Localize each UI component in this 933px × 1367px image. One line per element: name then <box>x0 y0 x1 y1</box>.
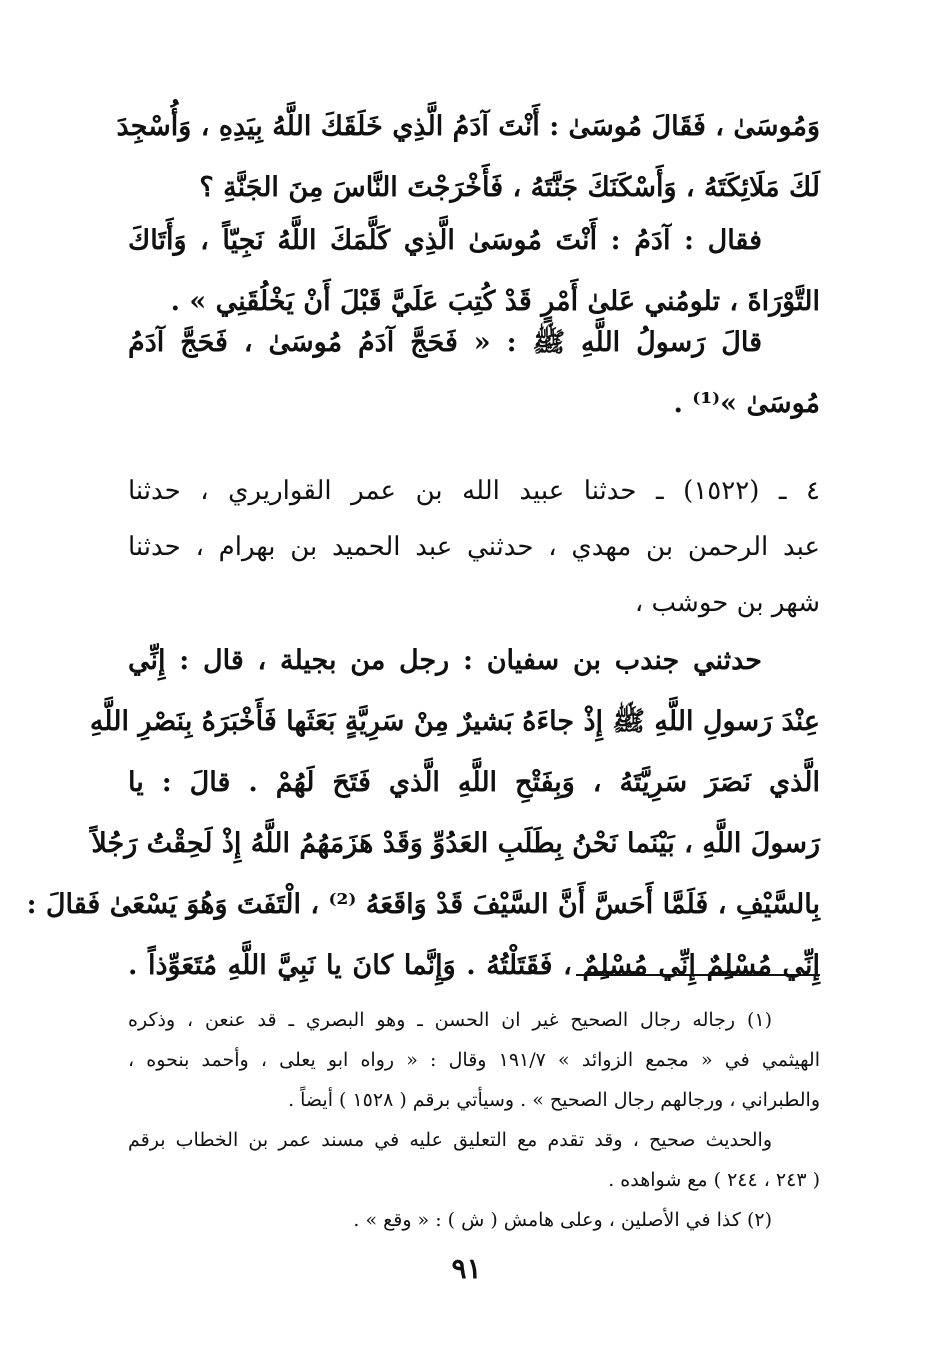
text-line: بِالسَّيْفِ ، فَلَمَّا أَحَسَّ أَنَّ السَّيْفَ قَدْ وَاقَعَهُ ⁽²⁾ ، الْتَفَتَ وَهُوَ يَسْعَىٰ فَقالَ : <box>26 889 820 920</box>
text-line: شهر بن حوشب ، <box>634 588 820 618</box>
footnote-line: والحديث صحيح ، وقد تقدم مع التعليق عليه في مسند عمر بن الخطاب برقم <box>128 1129 772 1151</box>
footnotes <box>128 1000 820 1240</box>
footnote-line: (٢) كذا في الأصلين ، وعلى هامش ( ش ) : « وقع » . <box>353 1209 772 1231</box>
text-line: فقال : آدَمُ : أَنْتَ مُوسَىٰ الَّذِي كَلَّمَكَ اللَّهُ نَجِيّاً ، وَأَتَاكَ <box>128 225 762 256</box>
text-line: قالَ رَسولُ اللَّهِ ﷺ : « فَحَجَّ آدَمُ مُوسَىٰ ، فَحَجَّ آدَمُ <box>128 327 762 358</box>
text-line: عبد الرحمن بن مهدي ، حدثني عبد الحميد بن بهرام ، حدثنا <box>128 532 820 562</box>
text-line: رَسولَ اللَّهِ ، بَيْنَما نَحْنُ بِطَلَبِ العَدُوِّ وَقَدْ هَزَمَهُمُ اللَّهُ إِذْ لَحِقْتُ رَجُلاً <box>91 828 820 859</box>
page-number: ٩١ <box>451 1252 482 1285</box>
footnote-line: ( ٢٤٣ ، ٢٤٤ ) مع شواهده . <box>608 1169 820 1191</box>
text-line: لَكَ مَلَائِكَتَهُ ، وَأَسْكَنَكَ جَنَّتَهُ ، فَأَخْرَجْتَ النَّاسَ مِنَ الجَنَّةِ ؟ <box>199 172 820 203</box>
footnote-line: والطبراني ، ورجالهم رجال الصحيح » . وسيأتي برقم ( ١٥٢٨ ) أيضاً . <box>288 1089 820 1111</box>
footnote-line: الهيثمي في « مجمع الزوائد » ١٩١/٧ وقال : « رواه ابو يعلى ، وأحمد بنحوه ، <box>128 1049 820 1071</box>
footnote-line: (١) رجاله رجال الصحيح غير ان الحسن ـ وهو البصري ـ قد عنعن ، وذكره <box>128 1009 772 1031</box>
text-line: الَّذي نَصَرَ سَرِيَّتَهُ ، وَبِفَتْحِ اللَّهِ الَّذي فَتَحَ لَهُمْ . قالَ : يا <box>128 767 820 798</box>
isnad-paragraph <box>128 463 820 631</box>
matn-paragraph <box>26 630 820 996</box>
text-line: مُوسَىٰ »⁽¹⁾ . <box>673 388 820 419</box>
text-line: التَّوْرَاةَ ، تلومُني عَلىٰ أَمْرٍ قَدْ كُتِبَ عَلَيَّ قَبْلَ أَنْ يَخْلُقَنِي » . <box>170 286 820 317</box>
text-line: ٤ ـ (١٥٢٢) ـ حدثنا عبيد الله بن عمر القواريري ، حدثنا <box>128 476 821 506</box>
text-line: عِنْدَ رَسولِ اللَّهِ ﷺ إِذْ جاءَهُ بَشيرٌ مِنْ سَرِيَّةٍ بَعَثَها فَأَخْبَرَهُ بِنَصْرِ اللَّهِ <box>89 706 820 737</box>
text-line: حدثني جندب بن سفيان : رجل من بجيلة ، قال : إِنِّي <box>128 645 762 676</box>
top-paragraph <box>116 96 820 218</box>
footnote-divider <box>576 974 820 976</box>
text-line: إِنِّي مُسْلِمٌ إِنِّي مُسْلِمٌ ، فَقَتَلْتُهُ . وَإِنَّما كانَ يا نَبِيَّ اللَّهِ مُتَعَوِّذاً . <box>128 950 820 981</box>
prophet-verdict-paragraph <box>128 312 820 434</box>
text-line: وَمُوسَىٰ ، فَقَالَ مُوسَىٰ : أَنْتَ آدَمُ الَّذِي خَلَقَكَ اللَّهُ بِيَدِهِ ، وَأُسْجِدَ <box>116 111 820 142</box>
